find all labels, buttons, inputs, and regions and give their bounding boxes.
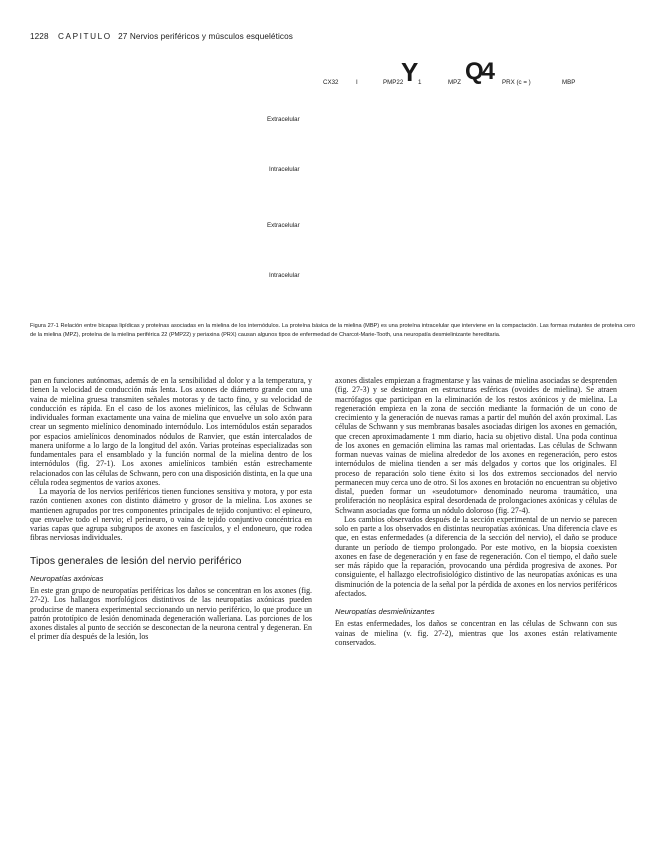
paragraph: En este gran grupo de neuropatías periféricas los daños se concentran en los axones (fig. 27-2). Los hallazgos morfológicos distintivos de las neuropatías axónicas pueden producirse de manera experimental seccionando un nervio periférico, lo que produce un patrón prototípico de lesión denominada degeneración walleriana. Las porciones de los axones distales al punto de sección se desconectan de la neurona central y degeneran. En el primer día después de la lesión, los: [30, 586, 312, 642]
paragraph: Los cambios observados después de la sección experimental de un nervio se parecen solo en parte a los observados en distintas neuropatías axónicas. Una diferencia clave es que, en estas enfermedades (a diferencia de la sección del nervio), el daño se produce durante un período de tiempo prolongado. Por este motivo, en la biopsia coexisten axones en fase de degeneración y en fase de regeneración. Con el tiempo, el daño suele ser más rápido que la reparación, provocando una pérdida progresiva de axones. Por consiguiente, el hallazgo electrofisiológico distintivo de las neuropatías axónicas es una disminución de la potencia de la señal por la pérdida de axones en los nervios periféricos afectados.: [335, 514, 617, 598]
paragraph: axones distales empiezan a fragmentarse y las vainas de mielina asociadas se desprenden (fig. 27-3) y se desintegran en estructuras esféricas (ovoides de mielina). Se atraen macrófagos que participan en la eliminación de los restos axónicos y de mielina. La regeneración empieza en la zona de sección mediante la formación de un cono de crecimiento y la generación de nuevas ramas a partir del muñón del axón proximal. Las células de Schwann y sus membranas basales asociadas dirigen los axones en gemación, que crecen aproximadamente 1 mm diario, hacia su objetivo distal. Una poda continua de los axones en gemación elimina las ramas mal orientadas. Las células de Schwann forman nuevas vainas de mielina alrededor de los axones en regeneración, pero estos internódulos de mielina tienden a ser más delgados y cortos que los originales. El proceso de reparación solo tiene éxito si los dos extremos seccionados del nervio permanecen muy cerca uno de otro. Si los axones en brotación no encuentran su objetivo distal, pueden formar un «seudotumor» denominado neuroma traumático, una proliferación no neoplásica espiral desordenada de prolongaciones axónicas y células de Schwann asociadas que forma un nódulo doloroso (fig. 27-4).: [335, 376, 617, 515]
label-intracelular-2: Intracelular: [269, 272, 300, 279]
chapter-number: 27: [118, 32, 128, 41]
label-pmp22: PMP22: [383, 79, 404, 86]
chapter-label: CAPITULO: [58, 32, 112, 41]
paragraph: La mayoría de los nervios periféricos tienen funciones sensitiva y motora, y por esta razón contienen axones con distinto diámetro y grosor de la mielina. Los axones se mantienen agrupados por tres componentes principales de tejido conjuntivo: el epineuro, que envuelve todo el nervio; el perineuro, o vaina de tejido conjuntivo concéntrica en varias capas que agrupa subgrupos de axones en fascículos, y el endoneuro, que rodea fibras nerviosas individuales.: [30, 487, 312, 543]
left-column: [30, 376, 312, 642]
label-intracelular-1: Intracelular: [269, 166, 300, 173]
section-title: Tipos generales de lesión del nervio periférico: [30, 555, 242, 567]
label-prx: PRX (c = ): [502, 79, 531, 86]
pmp22-glyph: Y: [401, 57, 419, 87]
mpz-glyph: Q4: [465, 58, 494, 85]
label-mpz: MPZ: [448, 79, 462, 86]
subsection-heading: Neuropatías axónicas: [30, 573, 104, 583]
label-mbp: MBP: [562, 79, 576, 86]
label-extracelular-1: Extracelular: [267, 116, 300, 123]
right-column: [335, 376, 617, 647]
label-cx32-mark: I: [356, 79, 358, 86]
label-pmp22-sub: 1: [418, 79, 422, 86]
figure-caption: Figura 27-1 Relación entre bicapas lipídicas y proteínas asociadas en la mielina de los internódulos. La proteína básica de la mielina (MBP) es una proteína intracelular que interviene en la compactación. Las formas mutantes de proteína cero de la mielina (MPZ), proteína de la mielina periférica 22 (PMP22) y periaxina (PRX) causan algunos tipos de enfermedad de Charcot-Marie-Tooth, una neuropatía desmielinizante hereditaria.: [30, 323, 635, 338]
page-number: 1228: [30, 32, 49, 41]
figure-27-1: [0, 0, 663, 310]
paragraph: En estas enfermedades, los daños se concentran en las células de Schwann con sus vainas de mielina (v. fig. 27-2), mientras que los axones están relativamente conservados.: [335, 619, 617, 647]
subsection-heading: Neuropatías desmielinizantes: [335, 607, 435, 616]
label-cx32: CX32: [323, 79, 339, 86]
chapter-title: Nervios periféricos y músculos esqueléticos: [129, 32, 293, 41]
label-extracelular-2: Extracelular: [267, 222, 300, 229]
paragraph: pan en funciones autónomas, además de en la sensibilidad al dolor y a la temperatura, y tienen la velocidad de conducción más lenta. Los axones de diámetro grande con una vaina de mielina gruesa transmiten señales motoras y de tacto fino, y su velocidad de conducción es rápida. En el caso de los axones mielínicos, las células de Schwann individuales forman exactamente una vaina de mielina que envuelve un solo axón para crear un segmento mielínico denominado internódulo. Los internódulos están separados por espacios amielínicos denominados nódulos de Ranvier, que están intercalados de manera uniforme a lo largo de la longitud del axón. Varias proteínas especializadas son fundamentales para el ensamblado y la función normal de la mielina dentro de los internódulos (fig. 27-1). Los axones amielínicos también están estrechamente relacionados con las células de Schwann, pero con una disposición distinta, en la que una célula rodea segmentos de varios axones.: [30, 376, 312, 487]
